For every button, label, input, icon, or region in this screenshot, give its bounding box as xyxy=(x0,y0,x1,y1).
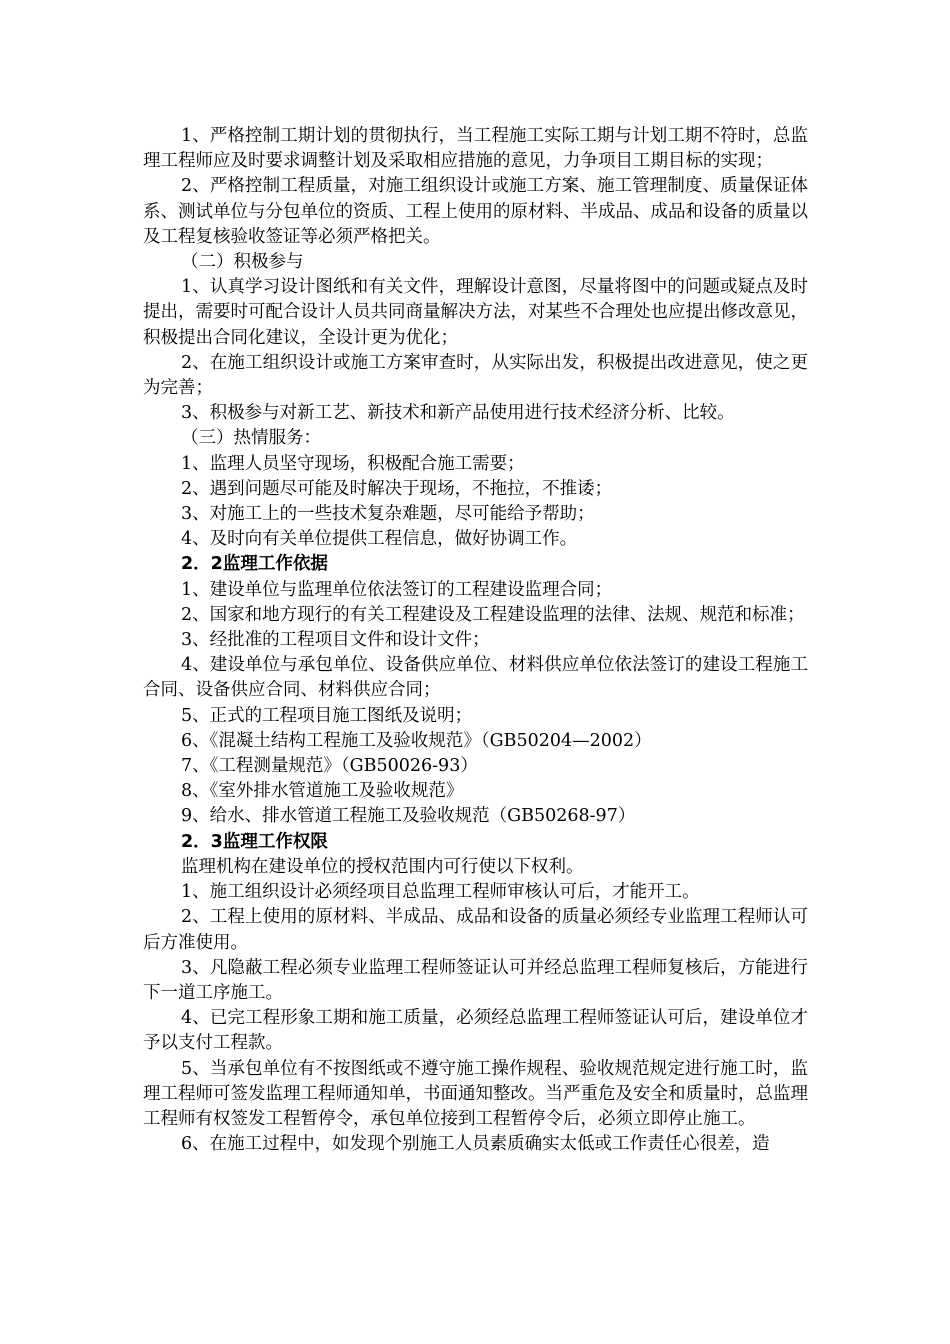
section-heading: 2．3监理工作权限 xyxy=(181,831,328,852)
paragraph: 2、在施工组织设计或施工方案审查时，从实际出发，积极提出改进意见，使之更为完善； xyxy=(143,352,808,399)
paragraph: 9、给水、排水管道工程施工及验收规范（GB50268-97） xyxy=(181,806,636,827)
paragraph: 5、当承包单位有不按图纸或不遵守施工操作规程、验收规范规定进行施工时，监理工程师可签发监理工程师通知单，书面通知整改。当严重危及安全和质量时，总监理工程师有权签发工程暂停令，承包单位接到工程暂停令后，必须立即停止施工。 xyxy=(143,1058,808,1129)
paragraph: 6、在施工过程中，如发现个别施工人员素质确实太低或工作责任心很差，造 xyxy=(181,1134,770,1155)
document-page xyxy=(143,124,808,1157)
paragraph: 2、工程上使用的原材料、半成品、成品和设备的质量必须经专业监理工程师认可后方准使用。 xyxy=(143,907,808,953)
paragraph: 3、积极参与对新工艺、新技术和新产品使用进行技术经济分析、比较。 xyxy=(181,403,735,424)
paragraph: 4、及时向有关单位提供工程信息，做好协调工作。 xyxy=(181,529,578,550)
section-heading: 2．2监理工作依据 xyxy=(181,554,328,575)
paragraph: 5、正式的工程项目施工图纸及说明； xyxy=(181,705,473,726)
paragraph: 1、施工组织设计必须经项目总监理工程师审核认可后，才能开工。 xyxy=(181,882,700,903)
paragraph: 2、国家和地方现行的有关工程建设及工程建设监理的法律、法规、规范和标准； xyxy=(181,604,805,625)
paragraph: 6、《混凝土结构工程施工及验收规范》（GB50204—2002） xyxy=(181,730,652,751)
paragraph: 4、建设单位与承包单位、设备供应单位、材料供应单位依法签订的建设工程施工合同、设备供应合同、材料供应合同； xyxy=(143,655,808,701)
subsection-heading: （三）热情服务： xyxy=(181,428,321,449)
paragraph: 1、监理人员坚守现场，积极配合施工需要； xyxy=(181,453,525,474)
paragraph: 4、已完工程形象工期和施工质量，必须经总监理工程师签证认可后，建设单位才予以支付工程款。 xyxy=(143,1008,808,1054)
paragraph: 8、《室外排水管道施工及验收规范》 xyxy=(181,781,464,802)
paragraph: 2、严格控制工程质量，对施工组织设计或施工方案、施工管理制度、质量保证体系、测试单位与分包单位的资质、工程上使用的原材料、半成品、成品和设备的质量以及工程复核验收签证等必须严格把关。 xyxy=(143,176,808,247)
subsection-heading: （二）积极参与 xyxy=(181,252,304,273)
paragraph: 3、凡隐蔽工程必须专业监理工程师签证认可并经总监理工程师复核后，方能进行下一道工序施工。 xyxy=(143,957,808,1003)
paragraph: 1、认真学习设计图纸和有关文件，理解设计意图，尽量将图中的问题或疑点及时提出，需要时可配合设计人员共同商量解决方法，对某些不合理处也应提出修改意见，积极提出合同化建议，全设计更为优化； xyxy=(143,277,808,348)
paragraph: 2、遇到问题尽可能及时解决于现场，不拖拉，不推诿； xyxy=(181,478,613,499)
paragraph: 3、对施工上的一些技术复杂难题，尽可能给予帮助； xyxy=(181,504,595,525)
paragraph: 7、《工程测量规范》（GB50026-93） xyxy=(181,756,478,777)
paragraph: 3、经批准的工程项目文件和设计文件； xyxy=(181,630,490,651)
paragraph: 监理机构在建设单位的授权范围内可行使以下权利。 xyxy=(181,856,584,877)
paragraph: 1、建设单位与监理单位依法签订的工程建设监理合同； xyxy=(181,579,613,600)
paragraph: 1、严格控制工期计划的贯彻执行，当工程施工实际工期与计划工期不符时，总监理工程师应及时要求调整计划及采取相应措施的意见，力争项目工期目标的实现； xyxy=(143,126,808,172)
